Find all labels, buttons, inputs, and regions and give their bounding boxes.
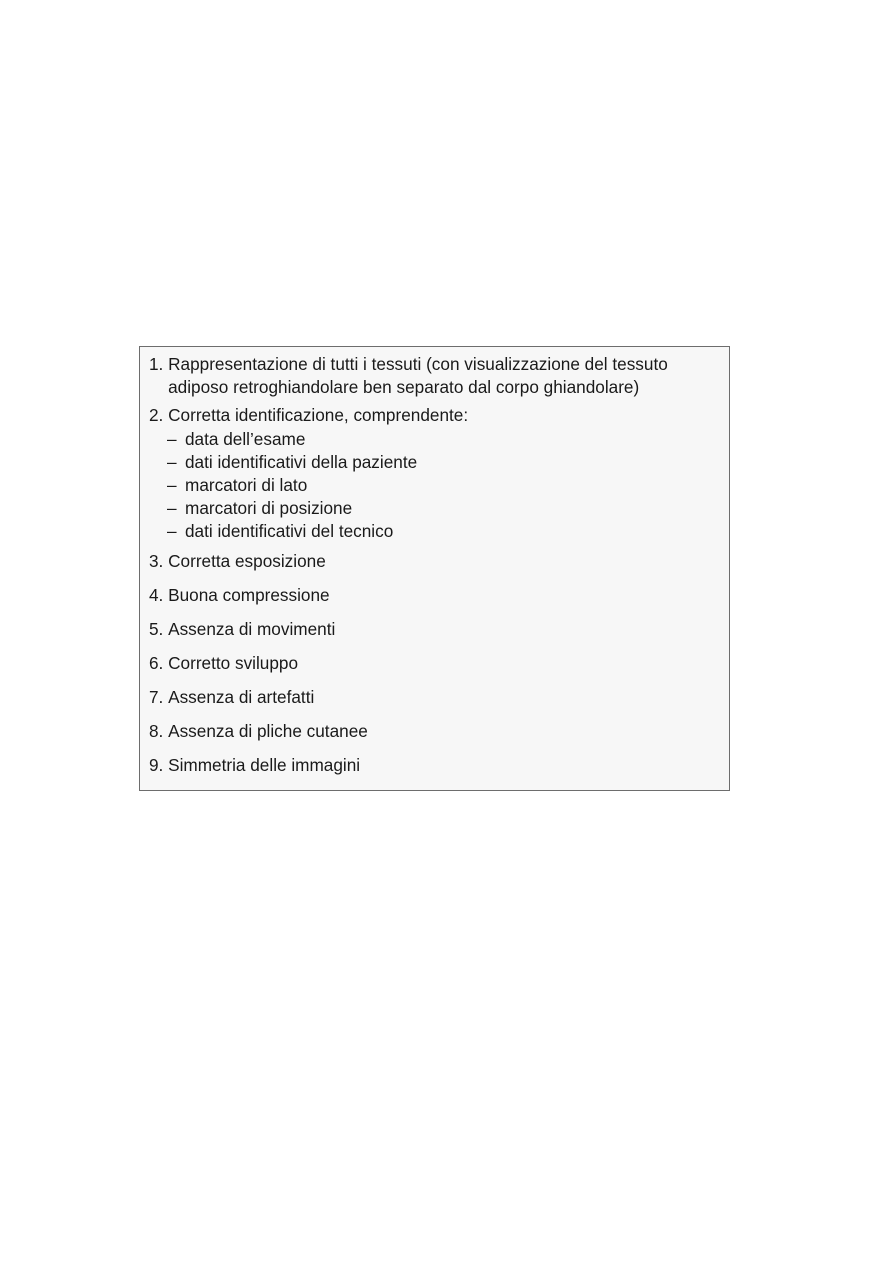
- sublist-item: [167, 520, 729, 543]
- sublist-item: [167, 474, 729, 497]
- identification-sublist: [167, 428, 729, 543]
- list-item: [149, 652, 729, 675]
- checklist-box: [139, 346, 730, 791]
- sublist-item: [167, 451, 729, 474]
- item-number: 2.: [149, 405, 164, 425]
- list-item: [149, 720, 729, 743]
- item-text: Assenza di artefatti: [168, 687, 315, 707]
- item-text: Simmetria delle immagini: [168, 755, 361, 775]
- dash-bullet: –: [167, 498, 177, 518]
- list-item: [149, 618, 729, 641]
- sublist-item-text: dati identificativi del tecnico: [185, 521, 394, 541]
- list-item: [149, 550, 729, 573]
- item-number: 9.: [149, 755, 164, 775]
- item-number: 7.: [149, 687, 164, 707]
- item-number: 4.: [149, 585, 164, 605]
- item-number: 3.: [149, 551, 164, 571]
- sublist-item: [167, 497, 729, 520]
- sublist-item-text: marcatori di lato: [185, 475, 308, 495]
- sublist-item-text: dati identificativi della paziente: [185, 452, 418, 472]
- list-item: [149, 404, 729, 427]
- list-item: [149, 686, 729, 709]
- sublist-item: [167, 428, 729, 451]
- list-item: [149, 754, 729, 777]
- dash-bullet: –: [167, 429, 177, 449]
- list-item: [149, 584, 729, 607]
- list-item: [149, 353, 729, 399]
- dash-bullet: –: [167, 475, 177, 495]
- item-text: Corretta esposizione: [168, 551, 326, 571]
- item-number: 8.: [149, 721, 164, 741]
- dash-bullet: –: [167, 521, 177, 541]
- dash-bullet: –: [167, 452, 177, 472]
- item-text: Assenza di pliche cutanee: [168, 721, 368, 741]
- item-text: Corretta identificazione, comprendente:: [168, 405, 469, 425]
- item-text: Rappresentazione di tutti i tessuti (con visualizzazione del tessuto adiposo retroghiandolare ben separato dal corpo ghiandolare): [168, 354, 668, 397]
- item-text: Buona compressione: [168, 585, 330, 605]
- sublist-item-text: marcatori di posizione: [185, 498, 353, 518]
- item-number: 6.: [149, 653, 164, 673]
- item-text: Assenza di movimenti: [168, 619, 336, 639]
- item-text: Corretto sviluppo: [168, 653, 299, 673]
- sublist-item-text: data dell’esame: [185, 429, 306, 449]
- item-number: 5.: [149, 619, 164, 639]
- item-number: 1.: [149, 354, 164, 374]
